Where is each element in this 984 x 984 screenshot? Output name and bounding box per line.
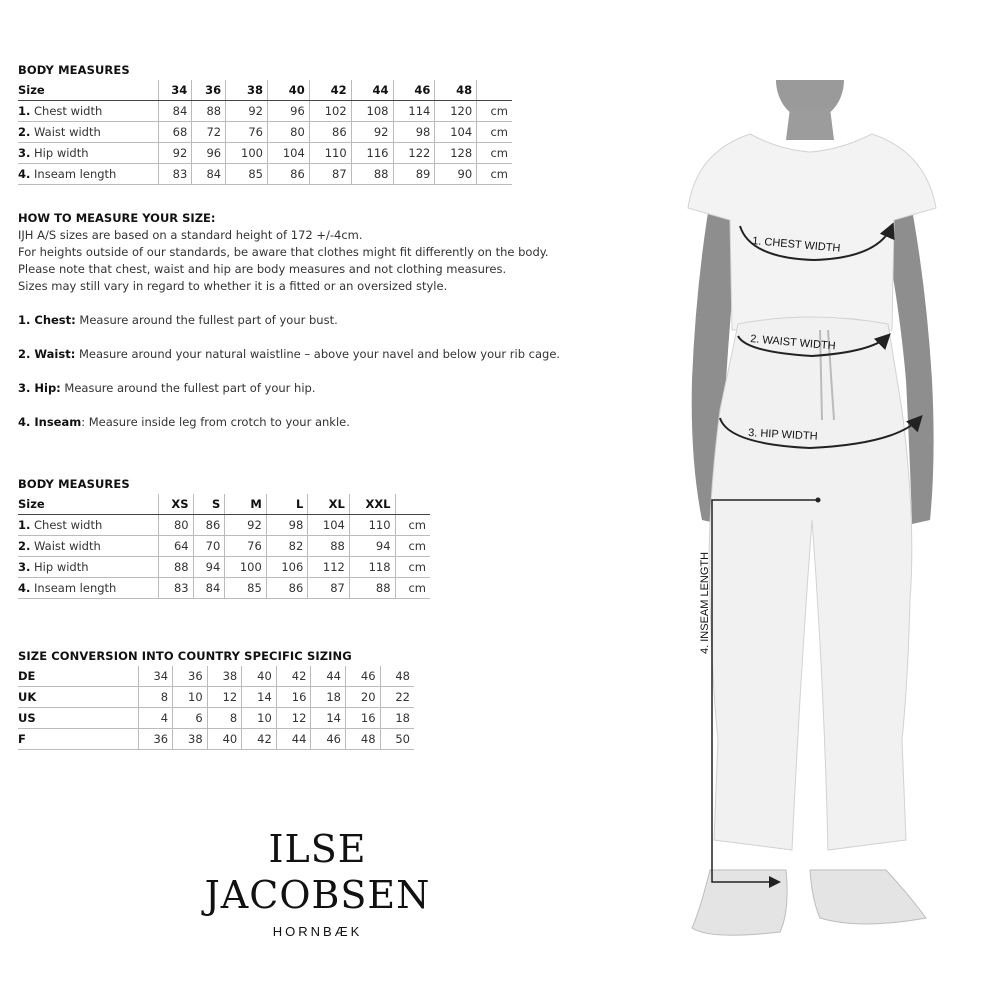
table-cell: 116 [351, 143, 393, 164]
table-cell: 40 [207, 729, 242, 750]
table-cell: 86 [309, 122, 351, 143]
table-cell: 112 [308, 557, 350, 578]
table-cell: 96 [192, 143, 226, 164]
row-label [18, 536, 158, 557]
table-cell: 76 [226, 122, 268, 143]
table-cell: 92 [225, 515, 267, 536]
table-row [18, 164, 512, 185]
table-cell: 104 [435, 122, 477, 143]
table-cell: 88 [192, 101, 226, 122]
table-row [18, 687, 414, 708]
step-text: : Measure inside leg from crotch to your ankle. [81, 415, 350, 429]
brand-logo [150, 826, 485, 939]
unit-cell: cm [477, 164, 512, 185]
table-cell: 89 [393, 164, 435, 185]
table-cell: 87 [308, 578, 350, 599]
row-name: Inseam length [34, 167, 117, 181]
table-cell: 42 [242, 729, 277, 750]
row-label [18, 515, 158, 536]
table-header-row [18, 494, 430, 515]
table-cell: 98 [393, 122, 435, 143]
row-name: Chest width [34, 104, 103, 118]
size-header-s: S [193, 494, 225, 515]
table-header-row [18, 80, 512, 101]
table-cell: 16 [276, 687, 311, 708]
table-cell: 92 [351, 122, 393, 143]
row-number: 4. [18, 167, 31, 181]
table-cell: 12 [276, 708, 311, 729]
table-cell: 104 [308, 515, 350, 536]
step-head: 3. Hip: [18, 381, 61, 395]
inseam-length-label: 4. INSEAM LENGTH [699, 551, 711, 654]
table-cell: 40 [242, 666, 277, 687]
intro-line: IJH A/S sizes are based on a standard height of 172 +/-4cm. [18, 228, 363, 242]
body-measures-table-letter [18, 494, 430, 599]
size-header-m: M [225, 494, 267, 515]
intro-line: Please note that chest, waist and hip are body measures and not clothing measures. [18, 262, 507, 276]
table-cell: 82 [266, 536, 308, 557]
unit-cell: cm [395, 515, 430, 536]
size-header-xs: XS [158, 494, 193, 515]
table-cell: 102 [309, 101, 351, 122]
size-header-label: Size [18, 80, 158, 101]
size-header-l: L [266, 494, 308, 515]
row-name: Hip width [34, 146, 89, 160]
size-header-44: 44 [351, 80, 393, 101]
unit-header [395, 494, 430, 515]
chest-width-label: 1. CHEST WIDTH [751, 235, 841, 255]
table-cell: 36 [173, 666, 208, 687]
table-cell: 18 [311, 687, 346, 708]
right-shoe [810, 870, 926, 924]
table-cell: 34 [138, 666, 173, 687]
body-measures-title-1: BODY MEASURES [18, 63, 130, 77]
table-row [18, 578, 430, 599]
table-cell: 68 [158, 122, 192, 143]
size-header-46: 46 [393, 80, 435, 101]
table-cell: 14 [311, 708, 346, 729]
table-cell: 42 [276, 666, 311, 687]
table-cell: 90 [435, 164, 477, 185]
table-cell: 86 [193, 515, 225, 536]
step-text: Measure around the fullest part of your bust. [75, 313, 338, 327]
table-cell: 18 [380, 708, 414, 729]
table-cell: 6 [173, 708, 208, 729]
table-cell: 86 [267, 164, 309, 185]
table-cell: 118 [349, 557, 395, 578]
table-cell: 50 [380, 729, 414, 750]
size-header-xl: XL [308, 494, 350, 515]
table-cell: 88 [308, 536, 350, 557]
country-label: US [18, 708, 138, 729]
how-to-measure [18, 210, 578, 431]
unit-cell: cm [395, 557, 430, 578]
brand-name: ILSE JACOBSEN [204, 827, 431, 917]
table-cell: 96 [267, 101, 309, 122]
table-cell: 36 [138, 729, 173, 750]
neck-shape [786, 108, 834, 140]
size-conversion-table [18, 666, 414, 750]
hip-width-label: 3. HIP WIDTH [747, 427, 818, 443]
table-row [18, 143, 512, 164]
table-cell: 48 [380, 666, 414, 687]
row-name: Hip width [34, 560, 89, 574]
measure-step [18, 346, 578, 363]
table-cell: 16 [345, 708, 380, 729]
table-cell: 10 [173, 687, 208, 708]
unit-cell: cm [477, 143, 512, 164]
table-cell: 14 [242, 687, 277, 708]
row-number: 1. [18, 104, 31, 118]
step-text: Measure around the fullest part of your hip. [60, 381, 316, 395]
size-header-34: 34 [158, 80, 192, 101]
table-cell: 44 [276, 729, 311, 750]
table-cell: 98 [266, 515, 308, 536]
waist-width-label: 2. WAIST WIDTH [749, 333, 837, 353]
table-cell: 46 [345, 666, 380, 687]
table-row [18, 101, 512, 122]
table-cell: 46 [311, 729, 346, 750]
table-cell: 44 [311, 666, 346, 687]
country-label: UK [18, 687, 138, 708]
row-label [18, 122, 158, 143]
step-head: 4. Inseam [18, 415, 82, 429]
table-cell: 108 [351, 101, 393, 122]
table-row [18, 729, 414, 750]
table-cell: 38 [173, 729, 208, 750]
table-cell: 84 [193, 578, 225, 599]
row-label [18, 578, 158, 599]
table-cell: 80 [267, 122, 309, 143]
step-head: 2. Waist: [18, 347, 76, 361]
table-cell: 86 [266, 578, 308, 599]
unit-cell: cm [477, 122, 512, 143]
model-figure [640, 80, 980, 960]
size-header-38: 38 [226, 80, 268, 101]
table-cell: 4 [138, 708, 173, 729]
body-measures-title-2: BODY MEASURES [18, 477, 130, 491]
table-cell: 48 [345, 729, 380, 750]
table-cell: 84 [158, 101, 192, 122]
row-name: Chest width [34, 518, 103, 532]
size-header-label: Size [18, 494, 158, 515]
table-row [18, 536, 430, 557]
table-cell: 8 [207, 708, 242, 729]
brand-location: HORNBÆK [272, 924, 363, 939]
step-head: 1. Chest: [18, 313, 76, 327]
table-cell: 92 [226, 101, 268, 122]
body-measures-table-numeric [18, 80, 512, 185]
country-label: DE [18, 666, 138, 687]
table-cell: 122 [393, 143, 435, 164]
size-header-48: 48 [435, 80, 477, 101]
measure-step [18, 414, 578, 431]
table-row [18, 122, 512, 143]
row-number: 1. [18, 518, 31, 532]
table-cell: 72 [192, 122, 226, 143]
table-cell: 20 [345, 687, 380, 708]
table-row [18, 557, 430, 578]
table-cell: 88 [158, 557, 193, 578]
table-cell: 38 [207, 666, 242, 687]
table-cell: 104 [267, 143, 309, 164]
unit-cell: cm [477, 101, 512, 122]
table-cell: 83 [158, 578, 193, 599]
unit-cell: cm [395, 536, 430, 557]
row-label [18, 101, 158, 122]
how-to-title: HOW TO MEASURE YOUR SIZE: [18, 211, 216, 225]
table-cell: 70 [193, 536, 225, 557]
table-row [18, 708, 414, 729]
table-cell: 85 [225, 578, 267, 599]
size-header-40: 40 [267, 80, 309, 101]
table-cell: 85 [226, 164, 268, 185]
unit-header [477, 80, 512, 101]
row-name: Waist width [34, 539, 101, 553]
country-label: F [18, 729, 138, 750]
table-cell: 10 [242, 708, 277, 729]
row-label [18, 164, 158, 185]
size-header-xxl: XXL [349, 494, 395, 515]
table-cell: 83 [158, 164, 192, 185]
table-row [18, 666, 414, 687]
table-row [18, 515, 430, 536]
row-label [18, 557, 158, 578]
table-cell: 100 [225, 557, 267, 578]
table-cell: 22 [380, 687, 414, 708]
step-text: Measure around your natural waistline – above your navel and below your rib cage. [75, 347, 561, 361]
size-header-36: 36 [192, 80, 226, 101]
row-number: 3. [18, 146, 31, 160]
table-cell: 8 [138, 687, 173, 708]
row-name: Inseam length [34, 581, 117, 595]
table-cell: 12 [207, 687, 242, 708]
table-cell: 84 [192, 164, 226, 185]
row-number: 3. [18, 560, 31, 574]
unit-cell: cm [395, 578, 430, 599]
row-label [18, 143, 158, 164]
table-cell: 76 [225, 536, 267, 557]
left-shoe [692, 870, 787, 935]
jogger-pants [709, 317, 912, 850]
table-cell: 64 [158, 536, 193, 557]
table-cell: 106 [266, 557, 308, 578]
table-cell: 94 [349, 536, 395, 557]
row-number: 4. [18, 581, 31, 595]
intro-line: For heights outside of our standards, be aware that clothes might fit differently on the body. [18, 245, 549, 259]
table-cell: 128 [435, 143, 477, 164]
table-cell: 94 [193, 557, 225, 578]
table-cell: 120 [435, 101, 477, 122]
table-cell: 88 [351, 164, 393, 185]
table-cell: 92 [158, 143, 192, 164]
inseam-start-dot [816, 498, 821, 503]
measure-step [18, 312, 578, 329]
table-cell: 80 [158, 515, 193, 536]
measure-step [18, 380, 578, 397]
table-cell: 110 [309, 143, 351, 164]
table-cell: 100 [226, 143, 268, 164]
table-cell: 110 [349, 515, 395, 536]
row-number: 2. [18, 539, 31, 553]
table-cell: 114 [393, 101, 435, 122]
size-header-42: 42 [309, 80, 351, 101]
row-name: Waist width [34, 125, 101, 139]
row-number: 2. [18, 125, 31, 139]
intro-line: Sizes may still vary in regard to whether it is a fitted or an oversized style. [18, 279, 448, 293]
table-cell: 88 [349, 578, 395, 599]
table-cell: 87 [309, 164, 351, 185]
conversion-title: SIZE CONVERSION INTO COUNTRY SPECIFIC SIZING [18, 649, 352, 663]
